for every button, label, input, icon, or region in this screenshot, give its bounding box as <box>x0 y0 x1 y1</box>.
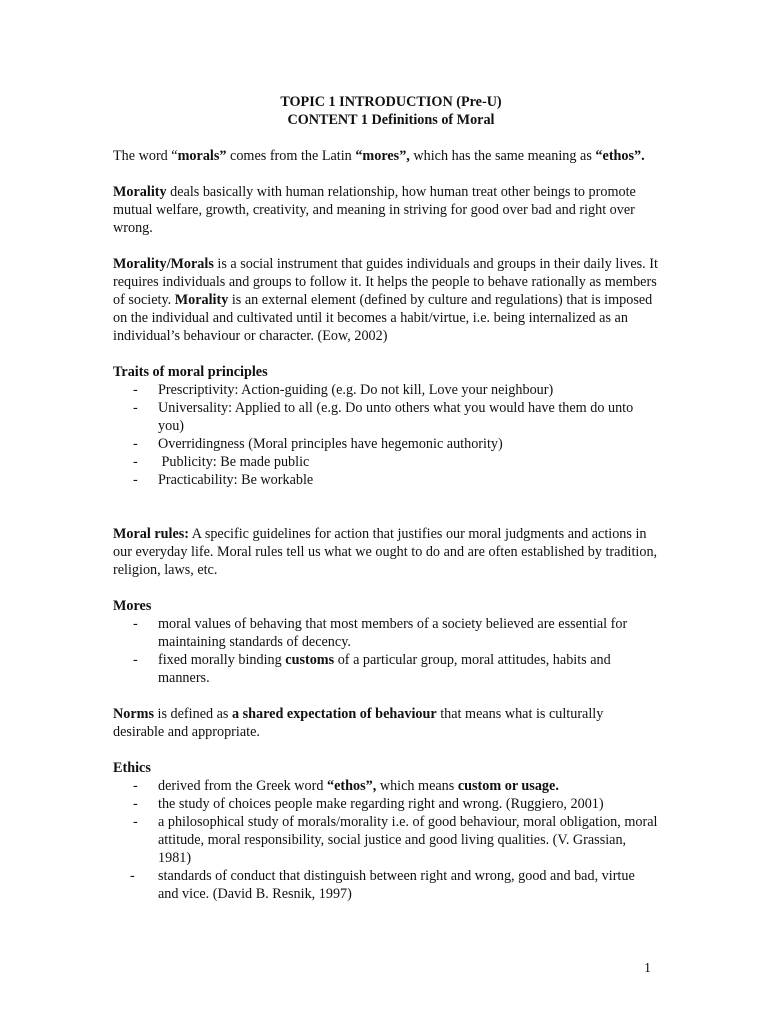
intro-paragraph <box>113 147 658 165</box>
morality-morals-paragraph <box>113 255 658 345</box>
moral-rules-paragraph <box>113 525 658 579</box>
list-item <box>113 651 658 687</box>
list-item: - standards of conduct that distinguish between right and wrong, good and bad, virtue and vice. (David B. Resnik, 1997) <box>113 867 658 903</box>
norms-bold: a shared expectation of behaviour <box>232 706 437 722</box>
list-item: - Practicability: Be workable <box>113 471 658 489</box>
norms-text-2: that means what is culturally desirable and appropriate. <box>113 706 604 740</box>
list-item: - Universality: Applied to all (e.g. Do unto others what you would have them do unto you) <box>113 399 658 435</box>
traits-section <box>113 363 658 489</box>
morality-morals-term: Morality/Morals <box>113 256 214 272</box>
ethics-heading: Ethics <box>113 760 151 776</box>
title-block <box>0 93 768 129</box>
intro-bold-mores: “mores”, <box>355 148 410 164</box>
moral-rules-term: Moral rules: <box>113 526 190 542</box>
list-item: - Publicity: Be made public <box>113 453 658 471</box>
norms-paragraph <box>113 705 658 741</box>
topic-title: TOPIC 1 INTRODUCTION (Pre-U) <box>280 94 502 110</box>
mores-item2-text-1: fixed morally binding <box>158 652 286 668</box>
intro-text-3: which has the same meaning as <box>409 148 596 164</box>
morality-term: Morality <box>113 184 167 200</box>
intro-text-1: The word “ <box>113 148 178 164</box>
mores-list <box>113 615 658 687</box>
ethics-item1-text-2: which means <box>376 778 458 794</box>
mores-section <box>113 597 658 687</box>
document-body <box>113 147 658 903</box>
content-title: CONTENT 1 Definitions of Moral <box>287 112 495 128</box>
traits-list <box>113 381 658 489</box>
intro-bold-morals: morals” <box>177 148 227 164</box>
page-number: 1 <box>644 961 651 976</box>
mores-heading: Mores <box>113 598 152 614</box>
morality-term-2: Morality <box>174 292 229 308</box>
list-item: - a philosophical study of morals/morality i.e. of good behaviour, moral obligation, moral attitude, moral responsibility, social justice and good living qualities. (V. Grassian, 1981) <box>113 813 658 867</box>
list-item: - Prescriptivity: Action-guiding (e.g. Do not kill, Love your neighbour) <box>113 381 658 399</box>
ethics-list <box>113 777 658 903</box>
morality-definition: deals basically with human relationship, how human treat other beings to promote mutual welfare, growth, creativity, and meaning in striving for good over bad and right over wrong. <box>113 184 636 236</box>
norms-term: Norms <box>113 706 154 722</box>
traits-heading: Traits of moral principles <box>113 364 268 380</box>
intro-text-2: comes from the Latin <box>226 148 356 164</box>
list-item: - Overridingness (Moral principles have hegemonic authority) <box>113 435 658 453</box>
ethics-item1-bold-1: “ethos”, <box>327 778 377 794</box>
intro-bold-ethos: “ethos”. <box>595 148 645 164</box>
mores-item2-text-2: of a particular group, moral attitudes, habits and manners. <box>158 652 611 686</box>
ethics-section <box>113 759 658 903</box>
list-item <box>113 777 658 795</box>
ethics-item1-bold-2: custom or usage. <box>457 778 559 794</box>
norms-text-1: is defined as <box>153 706 232 722</box>
list-item: - moral values of behaving that most members of a society believed are essential for maintaining standards of decency. <box>113 615 658 651</box>
mores-item2-bold: customs <box>285 652 335 668</box>
spacer <box>113 489 658 525</box>
moral-rules-definition: A specific guidelines for action that justifies our moral judgments and actions in our everyday life. Moral rules tell us what we ought to do and are often established by tradition, religion, laws, etc. <box>113 526 658 578</box>
list-item: - the study of choices people make regarding right and wrong. (Ruggiero, 2001) <box>113 795 658 813</box>
morality-morals-text-2: is an external element (defined by culture and regulations) that is imposed on the individual and cultivated until it becomes a habit/virtue, i.e. being internalized as an individual’s behaviour or character. (Eow, 2002) <box>113 292 653 344</box>
morality-paragraph <box>113 183 658 237</box>
morality-morals-text-1: is a social instrument that guides individuals and groups in their daily lives. It requires individuals and groups to follow it. It helps the people to behave rationally as members of society. <box>113 256 658 308</box>
ethics-item1-text-1: derived from the Greek word <box>158 778 328 794</box>
